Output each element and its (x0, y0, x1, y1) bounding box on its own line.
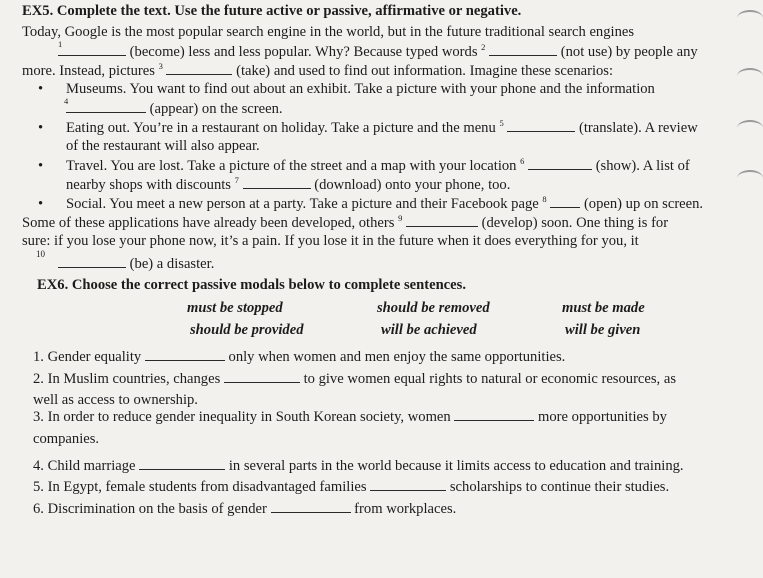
ex5-line-1: Today, Google is the most popular search engine in the world, but in the future traditional search engines (22, 24, 635, 40)
answer-blank-10[interactable] (58, 254, 126, 268)
sentence-4: 4. Child marriage in several parts in the world because it limits access to education and training. (33, 458, 684, 474)
answer-blank-6[interactable] (528, 156, 592, 170)
sentence-3: 3. In order to reduce gender inequality in South Korean society, women more opportunities by (33, 409, 667, 425)
answer-blank-1[interactable] (58, 42, 126, 56)
blank-number: 6 (520, 156, 525, 167)
bullet-item-social: • Social. You meet a new person at a party. Take a picture and their Facebook page $^8$ (open) up on screen. (38, 194, 704, 212)
blank-number: 5 (499, 118, 504, 129)
ex5-heading: EX5. Complete the text. Use the future active or passive, affirmative or negative. (22, 3, 522, 19)
answer-blank-4[interactable] (66, 99, 146, 113)
option-will-be-achieved: will be achieved (381, 322, 477, 338)
blank-number: 3 (158, 61, 163, 72)
sentence-2: 2. In Muslim countries, changes to give women equal rights to natural or economic resources, as (33, 371, 677, 387)
bullet-item-eating-out: • Eating out. You’re in a restaurant on holiday. Take a picture and the menu $^5$ (translate). A review (38, 118, 698, 136)
answer-blank-s3[interactable] (454, 407, 534, 421)
blank-number: 9 (398, 213, 403, 224)
answer-blank-s2[interactable] (224, 369, 300, 383)
option-will-be-given: will be given (565, 322, 641, 338)
bullet-item-eating-out-cont: of the restaurant will also appear. (66, 138, 260, 154)
bullet-item-museums: • Museums. You want to find out about an exhibit. Take a picture with your phone and the information (38, 81, 655, 97)
answer-blank-s4[interactable] (139, 456, 225, 470)
bullet-item-museums-cont: 4 (appear) on the screen. (64, 96, 283, 117)
ex5-line-6: 10 (be) a disaster. (36, 249, 215, 272)
sentence-5: 5. In Egypt, female students from disadvantaged families scholarships to continue their studies. (33, 479, 670, 495)
bullet-item-travel: • Travel. You are lost. Take a picture of the street and a map with your location $^6$ (show). A list of (38, 156, 690, 174)
bullet-item-travel-cont: nearby shops with discounts $^7$ (download) onto your phone, too. (66, 175, 511, 193)
sentence-6: 6. Discrimination on the basis of gender from workplaces. (33, 501, 457, 517)
answer-blank-5[interactable] (507, 118, 575, 132)
answer-blank-s5[interactable] (370, 477, 446, 491)
option-must-be-made: must be made (562, 300, 645, 316)
blank-number: 8 (542, 194, 547, 205)
sentence-3-cont: companies. (33, 431, 100, 447)
option-should-be-removed: should be removed (377, 300, 490, 316)
option-should-be-provided: should be provided (190, 322, 304, 338)
ex6-heading: EX6. Choose the correct passive modals below to complete sentences. (37, 277, 466, 293)
option-must-be-stopped: must be stopped (187, 300, 283, 316)
sentence-2-cont: well as access to ownership. (33, 392, 198, 408)
ex5-line-4: Some of these applications have already been developed, others $^9$ (develop) soon. One thing is for (22, 213, 669, 231)
ex5-line-3: more. Instead, pictures $^3$ (take) and used to find out information. Imagine these scenarios: (22, 61, 614, 79)
answer-blank-3[interactable] (166, 61, 232, 75)
answer-blank-s6[interactable] (271, 499, 351, 513)
ex5-line-5: sure: if you lose your phone now, it’s a pain. If you lose it in the future when it does everything for you, it (22, 233, 639, 249)
answer-blank-9[interactable] (406, 213, 478, 227)
answer-blank-8[interactable] (550, 194, 580, 208)
answer-blank-7[interactable] (243, 175, 311, 189)
answer-blank-2[interactable] (489, 42, 557, 56)
answer-blank-s1[interactable] (145, 347, 225, 361)
sentence-1: 1. Gender equality only when women and men enjoy the same opportunities. (33, 349, 566, 365)
blank-number: 7 (234, 175, 239, 186)
ex5-line-2: 1 (become) less and less popular. Why? Because typed words $^2$ (not use) by people any (58, 39, 698, 60)
blank-number: 2 (481, 42, 486, 53)
